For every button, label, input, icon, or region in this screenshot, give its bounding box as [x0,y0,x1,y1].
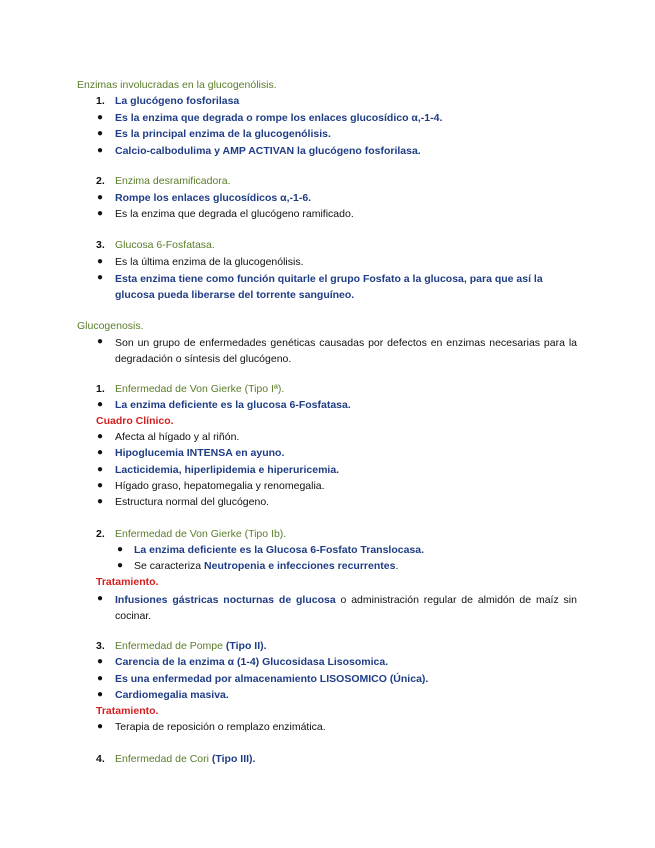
section-title-glucogenosis: Glucogenosis. [77,320,144,332]
list-item: Afecta al hígado y al riñón. [115,431,240,443]
bullet: ● [117,544,124,555]
list-number: 3. [96,640,105,652]
bullet: ● [97,593,104,604]
list-item: La enzima deficiente es la glucosa 6-Fosfatasa. [115,399,351,411]
bullet: ● [97,447,104,458]
list-item: Es la principal enzima de la glucogenólisis. [115,128,331,140]
bullet: ● [97,480,104,491]
list-item: Lacticidemia, hiperlipidemia e hiperuricemia. [115,464,340,476]
list-item: Cardiomegalia masiva. [115,689,229,701]
list-item: Se caracteriza Neutropenia e infecciones recurrentes. [134,560,399,572]
heading-von-gierke-ia: Enfermedad de Von Gierke (Tipo Iª). [115,383,285,395]
bullet: ● [97,431,104,442]
subheading-cuadro-clinico: Cuadro Clínico. [96,415,174,427]
heading-pompe: Enfermedad de Pompe (Tipo II). [115,640,267,652]
bullet: ● [97,145,104,156]
bullet: ● [97,673,104,684]
list-number: 3. [96,239,105,251]
bullet: ● [97,464,104,475]
subheading-tratamiento: Tratamiento. [96,576,159,588]
heading-cori: Enfermedad de Cori (Tipo III). [115,753,256,765]
list-item: Carencia de la enzima α (1-4) Glucosidasa Lisosomica. [115,656,389,668]
subheading-tratamiento: Tratamiento. [96,705,159,717]
list-item: Hipoglucemia INTENSA en ayuno. [115,447,285,459]
list-number: 1. [96,95,105,107]
bullet: ● [97,656,104,667]
list-item: Calcio-calbodulima y AMP ACTIVAN la glucógeno fosforilasa. [115,145,421,157]
heading-enzima-desramificadora: Enzima desramificadora. [115,175,231,187]
bullet: ● [97,689,104,700]
list-item: La enzima deficiente es la Glucosa 6-Fosfato Translocasa. [134,544,425,556]
list-item: Terapia de reposición o remplazo enzimática. [115,721,326,733]
bullet: ● [97,721,104,732]
bullet: ● [97,272,104,283]
heading-glucogeno-fosforilasa: La glucógeno fosforilasa [115,95,240,107]
list-number: 4. [96,753,105,765]
bullet: ● [97,496,104,507]
bullet: ● [97,336,104,347]
list-item: Es la enzima que degrada o rompe los enlaces glucosídico α,-1-4. [115,112,443,124]
bullet: ● [97,256,104,267]
bullet: ● [97,192,104,203]
list-item: Hígado graso, hepatomegalia y renomegalia. [115,480,325,492]
list-item: Esta enzima tiene como función quitarle el grupo Fosfato a la glucosa, para que así la glucosa pueda liberarse del torrente sanguíneo. [115,273,543,301]
heading-glucosa-6-fosfatasa: Glucosa 6-Fosfatasa. [115,239,215,251]
bullet: ● [97,112,104,123]
list-item: Es la enzima que degrada el glucógeno ramificado. [115,208,354,220]
list-item: Es la última enzima de la glucogenólisis. [115,256,304,268]
bullet: ● [97,128,104,139]
list-item: Son un grupo de enfermedades genéticas causadas por defectos en enzimas necesarias para la degradación o síntesis del glucógeno. [115,337,577,365]
heading-von-gierke-ib: Enfermedad de Von Gierke (Tipo Ib). [115,528,287,540]
list-number: 2. [96,175,105,187]
list-number: 2. [96,528,105,540]
section-title-glucogenolisis: Enzimas involucradas en la glucogenólisis. [77,79,277,91]
list-item: Rompe los enlaces glucosídicos α,-1-6. [115,192,312,204]
list-item: Infusiones gástricas nocturnas de glucosa o administración regular de almidón de maíz sin cocinar. [115,594,577,622]
list-number: 1. [96,383,105,395]
list-item: Es una enfermedad por almacenamiento LISOSOMICO (Única). [115,673,429,685]
bullet: ● [117,560,124,571]
bullet: ● [97,399,104,410]
list-item: Estructura normal del glucógeno. [115,496,270,508]
bullet: ● [97,208,104,219]
